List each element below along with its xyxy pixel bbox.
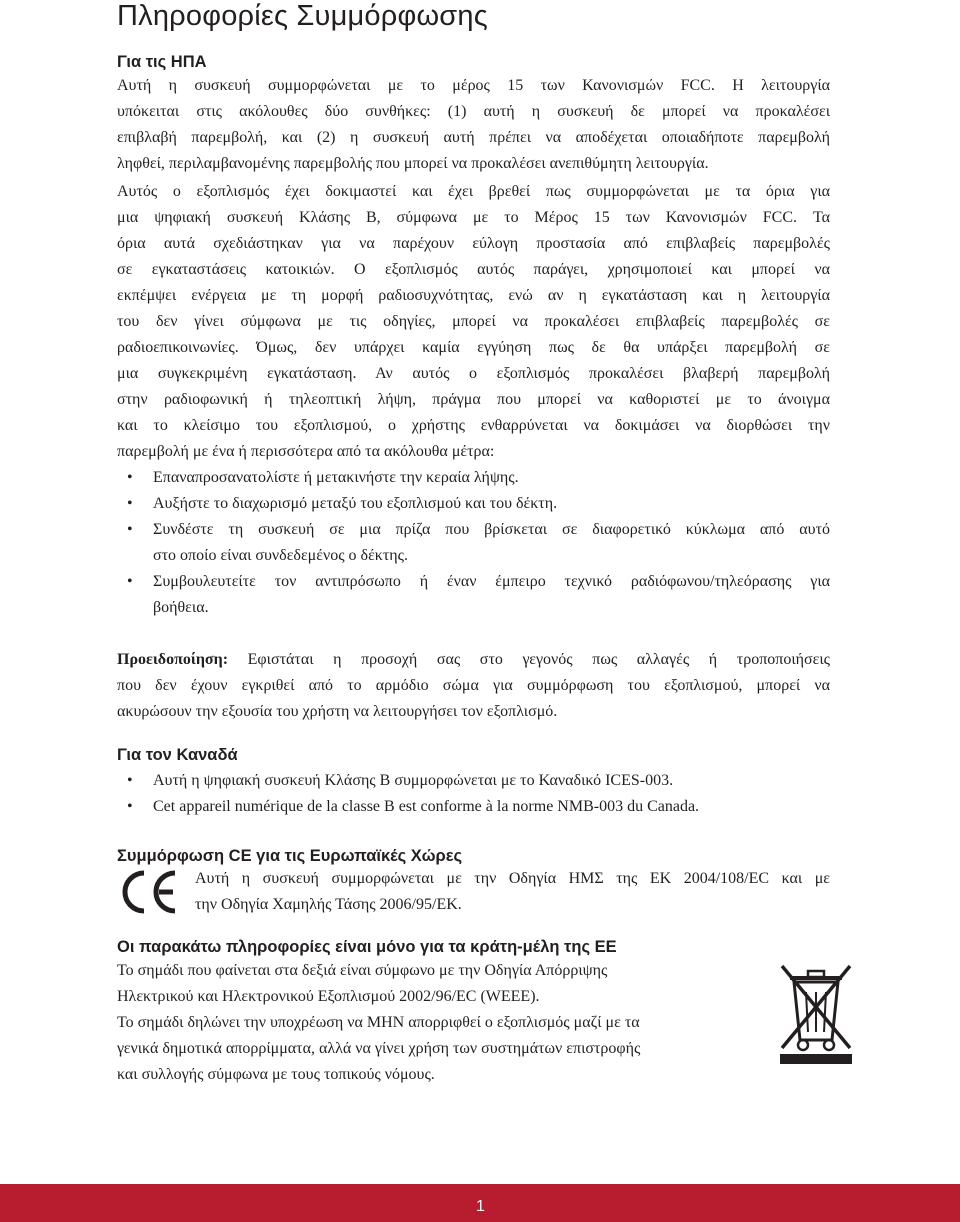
list-item	[117, 768, 830, 794]
text-line: μια συγκεκριμένη εγκατάσταση. Αν αυτός ο εξοπλισμός προκαλέσει βλαβερή παρεμβολή	[117, 365, 830, 382]
text-line: και συλλογής σύμφωνα με τους τοπικούς νόμους.	[117, 1066, 435, 1083]
text-line: και το κλείσιμο του εξοπλισμού, ο χρήστης ενθαρρύνεται να δοκιμάσει να διορθώσει την	[117, 417, 830, 434]
bullet: •	[127, 469, 133, 486]
ce-mark-icon	[117, 868, 179, 916]
text-line: υπόκειται στις ακόλουθες δύο συνθήκες: (1) αυτή η συσκευή δε μπορεί να προκαλέσει	[117, 103, 830, 120]
list-item-text: στο οποίο είναι συνδεδεμένος ο δέκτης.	[153, 547, 408, 564]
list-item-text: Αυτή η ψηφιακή συσκευή Κλάσης B συμμορφώνεται με το Καναδικό ICES-003.	[153, 772, 674, 789]
text-line: που δεν έχουν εγκριθεί από το αρμόδιο σώμα για συμμόρφωση του εξοπλισμού, μπορεί να	[117, 677, 830, 694]
text-line: την Οδηγία Χαμηλής Τάσης 2006/95/EK.	[195, 896, 462, 913]
text-line: Το σημάδι δηλώνει την υποχρέωση να ΜΗΝ απορριφθεί ο εξοπλισμός μαζί με τα	[117, 1014, 640, 1031]
bullet: •	[127, 495, 133, 512]
list-item-text: Επαναπροσανατολίστε ή μετακινήστε την κεραία λήψης.	[153, 469, 519, 486]
text-line: ακυρώσουν την εξουσία του χρήστη να λειτουργήσει τον εξοπλισμό.	[117, 703, 558, 720]
eu-body	[117, 958, 753, 1088]
ce-body	[117, 866, 830, 918]
text-line: εκπέμψει ενέργεια με τη μορφή ραδιοσυχνότητας, ενώ αν η εγκατάσταση και η λειτουργία	[117, 287, 830, 304]
canada-section	[117, 745, 830, 765]
usa-paragraph-2	[117, 179, 830, 465]
footer-bar	[0, 1184, 960, 1222]
list-item	[117, 569, 830, 621]
warning-paragraph	[117, 647, 830, 725]
text-line: του δεν γίνει σύμφωνα με τις οδηγίες, μπορεί να προκαλέσει επιβλαβείς παρεμβολές σε	[117, 313, 830, 330]
canada-list	[117, 768, 830, 820]
text-line: Αυτή η συσκευή συμμορφώνεται με το μέρος 15 των Κανονισμών FCC. Η λειτουργία	[117, 77, 830, 94]
bullet: •	[127, 521, 133, 538]
usa-measures-list	[117, 465, 830, 621]
list-item	[117, 517, 830, 569]
list-item-text: Συνδέστε τη συσκευή σε μια πρίζα που βρίσκεται σε διαφορετικό κύκλωμα από αυτό	[153, 521, 830, 538]
canada-heading: Για τον Καναδά	[117, 746, 238, 764]
bullet: •	[127, 772, 133, 789]
list-item-text: Συμβουλευτείτε τον αντιπρόσωπο ή έναν έμπειρο τεχνικό ραδιόφωνου/τηλεόρασης για	[153, 573, 830, 590]
list-item-text: Αυξήστε το διαχωρισμό μεταξύ του εξοπλισμού και του δέκτη.	[153, 495, 558, 512]
page-title: Πληροφορίες Συμμόρφωσης	[117, 0, 488, 32]
usa-section	[117, 52, 830, 72]
ce-section	[117, 846, 830, 866]
list-item	[117, 465, 830, 491]
eu-section	[117, 937, 830, 957]
text-line: Αυτός ο εξοπλισμός έχει δοκιμαστεί και έχει βρεθεί πως συμμορφώνεται με τα όρια για	[117, 183, 830, 200]
text-line: σε εγκαταστάσεις κατοικιών. Ο εξοπλισμός αυτός παράγει, χρησιμοποιεί και μπορεί να	[117, 261, 830, 278]
text-line: στην ραδιοφωνική ή τηλεοπτική λήψη, πράγμα που μπορεί να καθοριστεί με το άνοιγμα	[117, 391, 830, 408]
eu-heading: Οι παρακάτω πληροφορίες είναι μόνο για τα κράτη-μέλη της ΕΕ	[117, 938, 617, 956]
list-item	[117, 491, 830, 517]
list-item	[117, 794, 830, 820]
page-number: 1	[476, 1198, 485, 1215]
text-line: Ηλεκτρικού και Ηλεκτρονικού Εξοπλισμού 2002/96/EC (WEEE).	[117, 988, 540, 1005]
warning-label: Προειδοποίηση:	[117, 651, 229, 668]
bullet: •	[127, 798, 133, 815]
bullet: •	[127, 573, 133, 590]
text-line: γενικά δημοτικά απορρίμματα, αλλά να γίνει χρήση των συστημάτων επιστροφής	[117, 1040, 641, 1057]
usa-heading: Για τις ΗΠΑ	[117, 53, 207, 71]
text-line: Αυτή η συσκευή συμμορφώνεται με την Οδηγία ΗΜΣ της ΕΚ 2004/108/EC και με	[195, 870, 830, 887]
ce-heading: Συμμόρφωση CE για τις Ευρωπαϊκές Χώρες	[117, 847, 463, 865]
text-line: ραδιοεπικοινωνίες. Όμως, δεν υπάρχει καμία εγγύηση πως δε θα υπάρξει παρεμβολή σε	[117, 339, 830, 356]
text-line: ληφθεί, περιλαμβανομένης παρεμβολής που μπορεί να προκαλέσει ανεπιθύμητη λειτουργία.	[117, 155, 709, 172]
text-line: παρεμβολή με ένα ή περισσότερα από τα ακόλουθα μέτρα:	[117, 443, 495, 460]
text-line: επιβλαβή παρεμβολή, και (2) η συσκευή αυτή πρέπει να αποδέχεται οποιαδήποτε παρεμβολή	[117, 129, 830, 146]
text-line: μια ψηφιακή συσκευή Κλάσης B, σύμφωνα με το Μέρος 15 των Κανονισμών FCC. Τα	[117, 209, 830, 226]
list-item-text: Cet appareil numérique de la classe B est conforme à la norme NMB-003 du Canada.	[153, 798, 700, 815]
text-line: όρια αυτά σχεδιάστηκαν για να παρέχουν εύλογη προστασία από επιβλαβείς παρεμβολές	[117, 235, 830, 252]
warning-text: Εφιστάται η προσοχή σας στο γεγονός πως αλλαγές ή τροποποιήσεις	[228, 651, 830, 668]
usa-paragraph-1	[117, 73, 830, 177]
text-line: Το σημάδι που φαίνεται στα δεξιά είναι σύμφωνο με την Οδηγία Απόρριψης	[117, 962, 608, 979]
text-line	[117, 647, 830, 673]
list-item-text: βοήθεια.	[153, 599, 209, 616]
crossed-out-wheelie-bin-icon	[776, 962, 856, 1066]
